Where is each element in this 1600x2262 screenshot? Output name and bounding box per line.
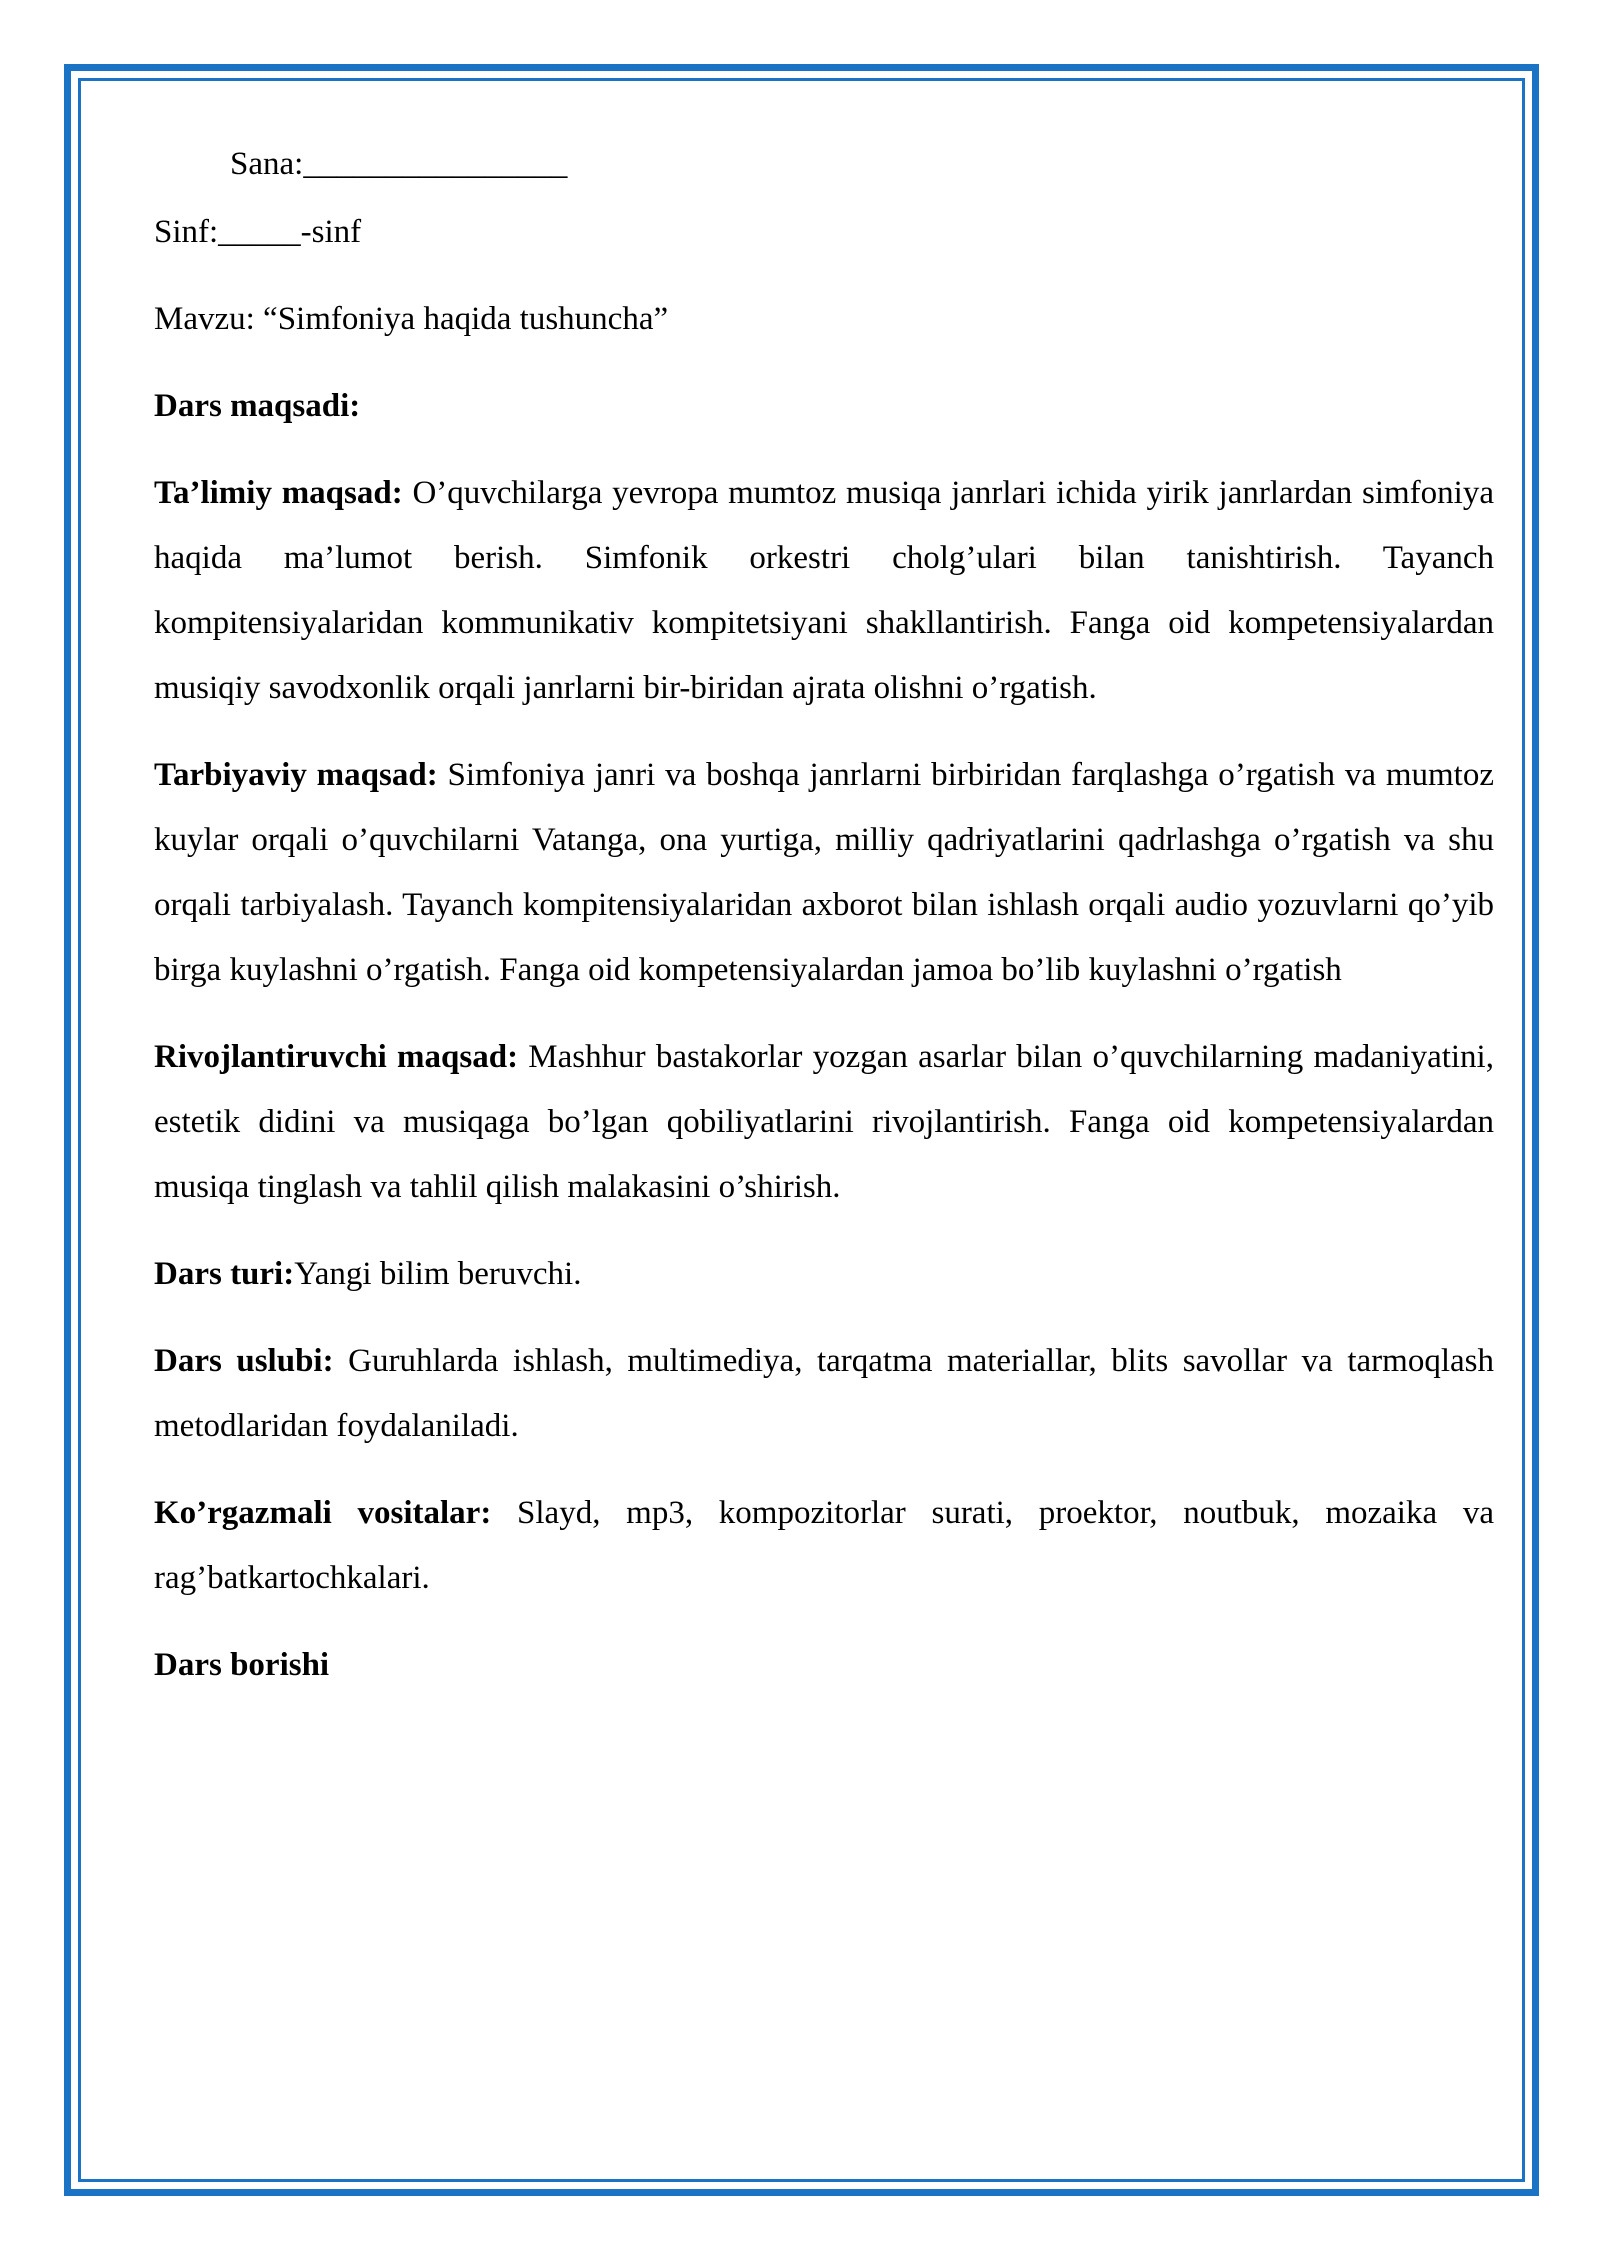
- educational-goal-paragraph: [154, 461, 1494, 721]
- lesson-method-label: Dars uslubi:: [154, 1343, 334, 1379]
- developmental-goal-paragraph: [154, 1025, 1494, 1220]
- lesson-type-label: Dars turi:: [154, 1256, 295, 1292]
- visual-aids-text: Slayd, mp3, kompozitorlar surati, proektor, noutbuk, mozaika va rag’batkartochkalari.: [154, 1495, 1494, 1596]
- lesson-goals-heading: Dars maqsadi:: [154, 388, 361, 424]
- upbringing-goal-label: Tarbiyaviy maqsad:: [154, 757, 438, 793]
- lesson-type-paragraph: [154, 1242, 1494, 1307]
- lesson-type-text: Yangi bilim beruvchi.: [294, 1256, 582, 1292]
- upbringing-goal-text: Simfoniya janri va boshqa janrlarni birbiridan farqlashga o’rgatish va mumtoz kuylar orqali o’quvchilarni Vatanga, ona yurtiga, milliy qadriyatlarini qadrlashga o’rgatish va shu orqali tarbiyalash. Tayanch kompitensiyalaridan axborot bilan ishlash orqali audio yozuvlarni qo’yib birga kuylashni o’rgatish. Fanga oid kompetensiyalardan jamoa bo’lib kuylashni o’rgatish: [154, 757, 1494, 988]
- date-line: Sana:________________: [230, 146, 568, 182]
- visual-aids-paragraph: [154, 1481, 1494, 1611]
- lesson-method-paragraph: [154, 1329, 1494, 1459]
- educational-goal-label: Ta’limiy maqsad:: [154, 475, 403, 511]
- educational-goal-text: O’quvchilarga yevropa mumtoz musiqa janrlari ichida yirik janrlardan simfoniya haqida ma’lumot berish. Simfonik orkestri cholg’ulari bilan tanishtirish. Tayanch kompitensiyalaridan kommunikativ kompitetsiyani shakllantirish. Fanga oid kompetensiyalardan musiqiy savodxonlik orqali janrlarni bir-biridan ajrata olishni o’rgatish.: [154, 475, 1494, 706]
- document-body: [154, 132, 1494, 1698]
- topic-line: Mavzu: “Simfoniya haqida tushuncha”: [154, 301, 669, 337]
- developmental-goal-text: Mashhur bastakorlar yozgan asarlar bilan o’quvchilarning madaniyatini, estetik didini va musiqaga bo’lgan qobiliyatlarini rivojlantirish. Fanga oid kompetensiyalardan musiqa tinglash va tahlil qilish malakasini o’shirish.: [154, 1039, 1494, 1205]
- lesson-method-text: Guruhlarda ishlash, multimediya, tarqatma materiallar, blits savollar va tarmoqlash metodlaridan foydalaniladi.: [154, 1343, 1494, 1444]
- lesson-progress-heading: Dars borishi: [154, 1647, 330, 1683]
- class-line: Sinf:_____-sinf: [154, 214, 362, 250]
- visual-aids-label: Ko’rgazmali vositalar:: [154, 1495, 492, 1531]
- upbringing-goal-paragraph: [154, 743, 1494, 1003]
- developmental-goal-label: Rivojlantiruvchi maqsad:: [154, 1039, 519, 1075]
